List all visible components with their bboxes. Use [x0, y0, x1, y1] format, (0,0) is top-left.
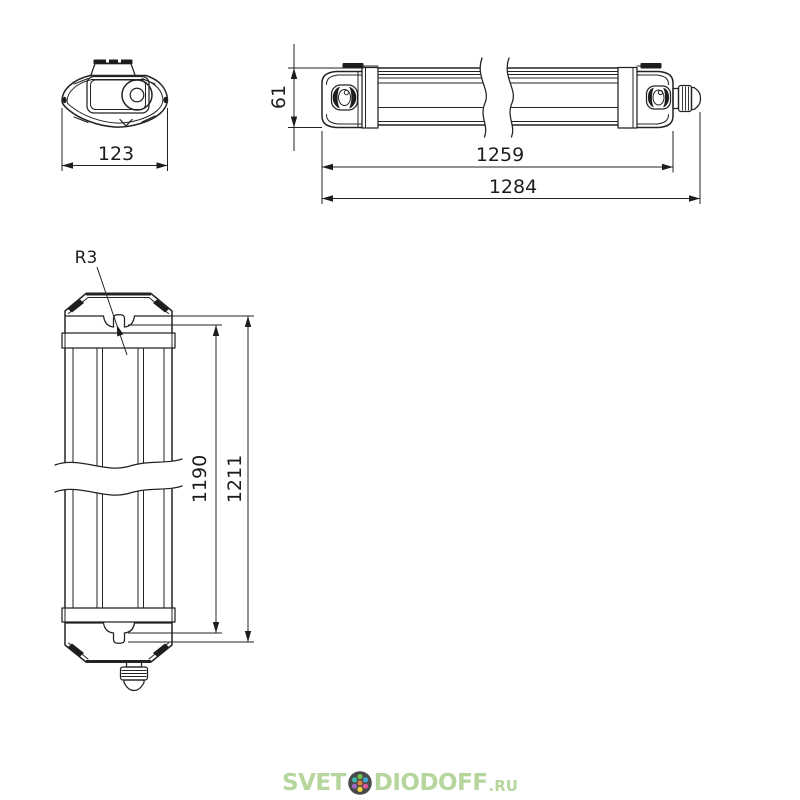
- front-view: [55, 248, 254, 691]
- side-view-right-endcap: [637, 72, 673, 128]
- watermark-text-left: SVET: [282, 770, 346, 796]
- diffuser-window: [87, 77, 149, 114]
- watermark-text-right: DIODOFF: [373, 770, 488, 796]
- mounting-bracket-icon: [91, 60, 135, 76]
- gland-boss-circle: [122, 80, 152, 110]
- side-view-right-band: [618, 63, 662, 128]
- side-view-left-band: [343, 63, 379, 128]
- mounting-tab-icon: [641, 63, 662, 69]
- side-view-body: [378, 58, 618, 137]
- cable-gland-icon: [121, 662, 148, 691]
- latch-icon: [332, 85, 358, 110]
- latch-icon: [647, 86, 671, 109]
- cable-gland-icon: [673, 86, 701, 112]
- end-view-body: [62, 76, 168, 128]
- dim-label-side-height: 61: [268, 84, 290, 110]
- mounting-tab-icon: [343, 63, 364, 69]
- dim-label-front-overall-length: 1211: [224, 454, 246, 504]
- front-view-top-cap: [65, 294, 172, 334]
- dim-label-front-inner-length: 1190: [189, 454, 211, 504]
- dim-label-housing-length: 1259: [475, 144, 525, 166]
- side-view-left-endcap: [322, 72, 362, 128]
- dim-label-end-width: 123: [97, 143, 135, 165]
- front-view-body: [55, 348, 182, 608]
- watermark: [0, 770, 800, 796]
- dim-label-overall-length: 1284: [488, 176, 538, 198]
- front-view-bottom-band: [62, 608, 175, 622]
- led-logo-icon: [347, 770, 373, 796]
- end-view: [62, 60, 168, 172]
- dim-label-corner-radius: R3: [74, 248, 98, 268]
- watermark-suffix: .RU: [488, 777, 518, 795]
- side-view: [268, 44, 701, 204]
